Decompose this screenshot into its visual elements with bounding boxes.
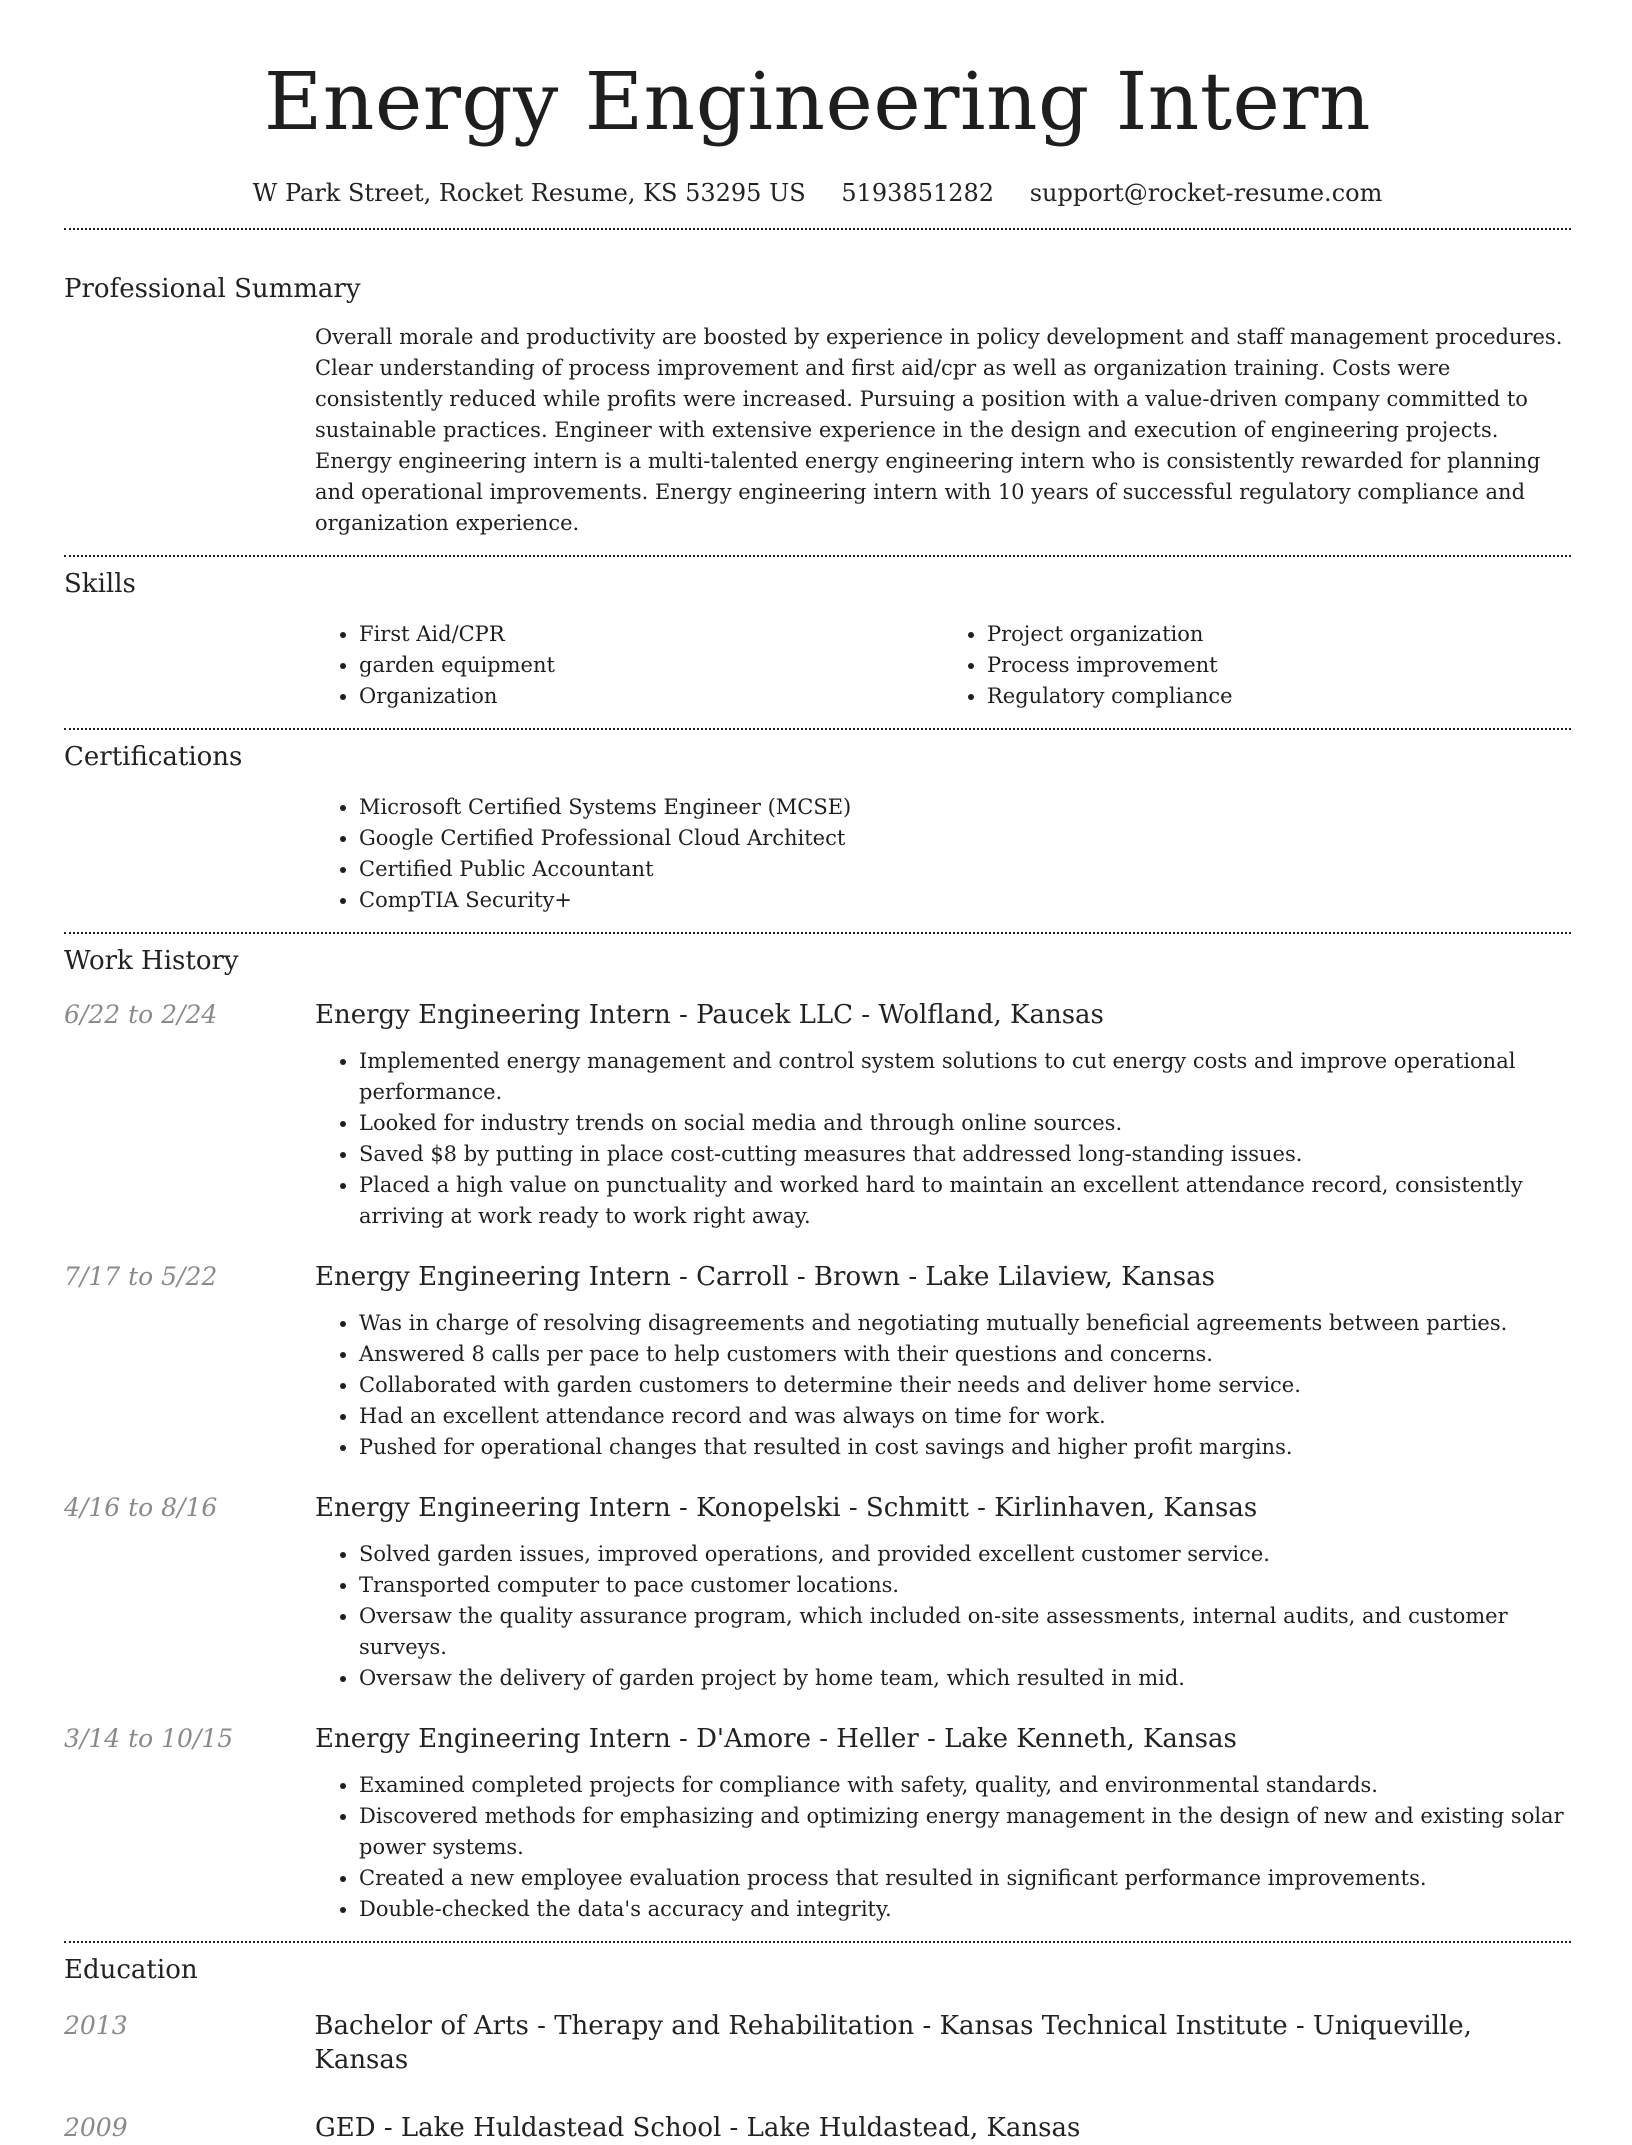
education-entry xyxy=(64,2111,1571,2145)
section-divider xyxy=(64,728,1571,730)
education-year: 2013 xyxy=(64,2011,128,2040)
section-divider xyxy=(64,228,1571,230)
job-title: Energy Engineering Intern - D'Amore - Heller - Lake Kenneth, Kansas xyxy=(315,1724,1237,1754)
job-bullet: • Looked for industry trends on social media and through online sources. xyxy=(359,1108,1571,1139)
summary-text: Overall morale and productivity are boosted by experience in policy development and staff management procedures. Clear understanding of process improvement and first aid/cpr as well as organization training. Costs were consistently reduced while profits were increased. Pursuing a position with a value-driven company committed to sustainable practices. Engineer with extensive experience in the design and execution of engineering projects. Energy engineering intern is a multi-talented energy engineering intern who is consistently rewarded for planning and operational improvements. Energy engineering intern with 10 years of successful regulatory compliance and organization experience. xyxy=(315,325,1563,535)
job-bullets xyxy=(315,1539,1571,1694)
job-bullets xyxy=(315,1770,1571,1925)
skill-item: • garden equipment xyxy=(359,650,943,681)
job-bullets xyxy=(315,1308,1571,1463)
job-title: Energy Engineering Intern - Konopelski - Schmitt - Kirlinhaven, Kansas xyxy=(315,1493,1258,1523)
job-bullet: • Collaborated with garden customers to determine their needs and deliver home service. xyxy=(359,1370,1571,1401)
job-bullet: • Solved garden issues, improved operations, and provided excellent customer service. xyxy=(359,1539,1571,1570)
certifications-list xyxy=(315,792,1571,916)
summary-section xyxy=(315,322,1571,539)
job-bullet: • Double-checked the data's accuracy and integrity. xyxy=(359,1894,1571,1925)
job-entry xyxy=(64,1722,1571,1925)
section-divider xyxy=(64,932,1571,934)
contact-line xyxy=(64,176,1571,210)
education-degree: Bachelor of Arts - Therapy and Rehabilitation - Kansas Technical Institute - Uniqueville, Kansas xyxy=(314,2011,1472,2075)
job-dates: 7/17 to 5/22 xyxy=(64,1262,218,1291)
job-bullet: • Saved $8 by putting in place cost-cutting measures that addressed long-standing issues. xyxy=(359,1139,1571,1170)
contact-email: support@rocket-resume.com xyxy=(1029,179,1383,207)
work-history-heading: Work History xyxy=(64,946,239,976)
skill-item: • Process improvement xyxy=(987,650,1571,681)
resume-page xyxy=(64,0,1571,2145)
job-bullet: • Oversaw the delivery of garden project by home team, which resulted in mid. xyxy=(359,1663,1571,1694)
skill-item: • Project organization xyxy=(987,619,1571,650)
contact-address: W Park Street, Rocket Resume, KS 53295 US xyxy=(252,179,806,207)
certification-item: • Microsoft Certified Systems Engineer (MCSE) xyxy=(359,792,1571,823)
job-bullet: • Oversaw the quality assurance program, which included on-site assessments, internal audits, and customer surveys. xyxy=(359,1601,1571,1663)
certification-item: • Google Certified Professional Cloud Architect xyxy=(359,823,1571,854)
job-bullet: • Transported computer to pace customer locations. xyxy=(359,1570,1571,1601)
skill-item: • Regulatory compliance xyxy=(987,681,1571,712)
skill-item: • First Aid/CPR xyxy=(359,619,943,650)
education-degree: GED - Lake Huldastead School - Lake Huldastead, Kansas xyxy=(315,2113,1081,2143)
job-bullet: • Had an excellent attendance record and was always on time for work. xyxy=(359,1401,1571,1432)
job-dates: 3/14 to 10/15 xyxy=(64,1724,234,1753)
job-dates: 6/22 to 2/24 xyxy=(64,1000,218,1029)
section-divider xyxy=(64,555,1571,557)
certification-item: • Certified Public Accountant xyxy=(359,854,1571,885)
section-divider xyxy=(64,1941,1571,1943)
job-bullet: • Implemented energy management and control system solutions to cut energy costs and improve operational performance. xyxy=(359,1046,1571,1108)
job-entry xyxy=(64,998,1571,1232)
education-year: 2009 xyxy=(64,2113,128,2142)
job-bullet: • Answered 8 calls per pace to help customers with their questions and concerns. xyxy=(359,1339,1571,1370)
job-bullet: • Pushed for operational changes that resulted in cost savings and higher profit margins. xyxy=(359,1432,1571,1463)
education-heading: Education xyxy=(64,1955,198,1985)
summary-heading: Professional Summary xyxy=(64,274,361,304)
skills-list-left xyxy=(315,619,943,712)
education-entry xyxy=(64,2009,1571,2077)
job-bullet: • Was in charge of resolving disagreements and negotiating mutually beneficial agreements between parties. xyxy=(359,1308,1571,1339)
job-title: Energy Engineering Intern - Paucek LLC - Wolfland, Kansas xyxy=(315,1000,1104,1030)
certifications-heading: Certifications xyxy=(64,742,243,772)
job-bullet: • Examined completed projects for compliance with safety, quality, and environmental standards. xyxy=(359,1770,1571,1801)
job-bullet: • Placed a high value on punctuality and worked hard to maintain an excellent attendance record, consistently arriving at work ready to work right away. xyxy=(359,1170,1571,1232)
job-title: Energy Engineering Intern - Carroll - Brown - Lake Lilaview, Kansas xyxy=(315,1262,1215,1292)
job-bullet: • Created a new employee evaluation process that resulted in significant performance improvements. xyxy=(359,1863,1571,1894)
resume-title: Energy Engineering Intern xyxy=(263,55,1372,148)
certification-item: • CompTIA Security+ xyxy=(359,885,1571,916)
job-bullets xyxy=(315,1046,1571,1232)
contact-phone: 5193851282 xyxy=(841,179,995,207)
job-dates: 4/16 to 8/16 xyxy=(64,1493,218,1522)
skill-item: • Organization xyxy=(359,681,943,712)
certifications-section xyxy=(315,792,1571,916)
job-entry xyxy=(64,1260,1571,1463)
job-entry xyxy=(64,1491,1571,1694)
job-bullet: • Discovered methods for emphasizing and optimizing energy management in the design of new and existing solar power systems. xyxy=(359,1801,1571,1863)
skills-section xyxy=(315,619,1571,712)
skills-list-right xyxy=(943,619,1571,712)
skills-heading: Skills xyxy=(64,569,136,599)
